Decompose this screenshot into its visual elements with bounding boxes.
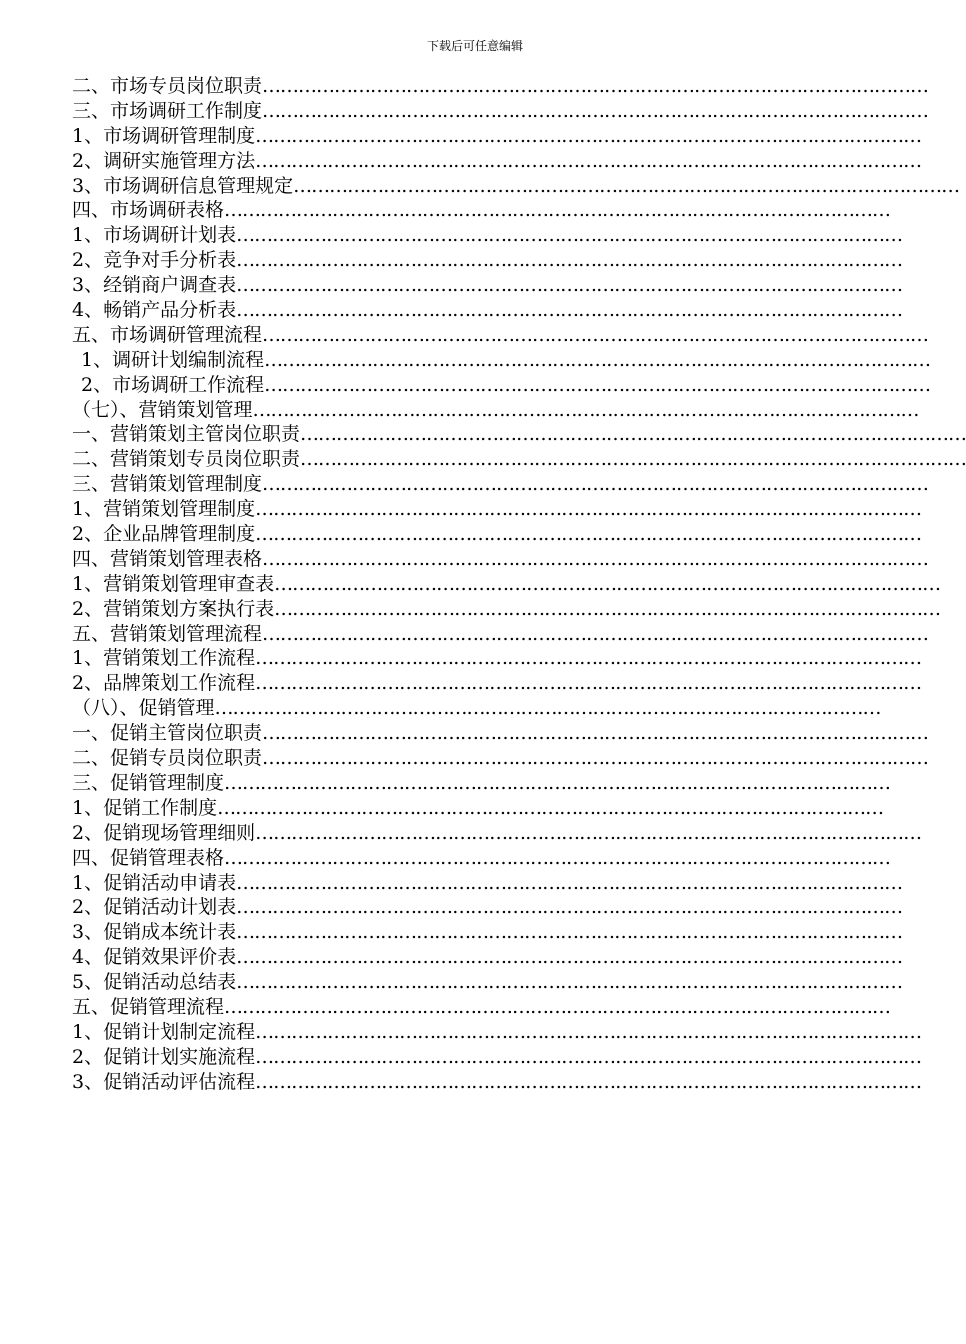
- toc-dot-leader: …………………………………………………………………………………………………: [255, 1070, 922, 1093]
- toc-entry: [72, 472, 929, 497]
- toc-entry: [72, 846, 891, 871]
- toc-dot-leader: …………………………………………………………………………………………………: [255, 1020, 922, 1043]
- toc-entry: [72, 398, 919, 423]
- toc-dot-leader: …………………………………………………………………………………………………: [264, 348, 931, 371]
- toc-dot-leader: …………………………………………………………………………………………………: [255, 523, 922, 546]
- toc-entry-title: 2、品牌策划工作流程: [72, 672, 256, 695]
- toc-dot-leader: …………………………………………………………………………………………………: [255, 498, 922, 521]
- toc-dot-leader: …………………………………………………………………………………………………: [224, 199, 891, 222]
- toc-entry-title: 2、促销活动计划表: [72, 896, 237, 919]
- toc-entry-title: 1、调研计划编制流程: [81, 348, 265, 371]
- toc-entry-title: 五、营销策划管理流程: [72, 622, 263, 645]
- toc-entry-title: 3、市场调研信息管理规定: [72, 174, 294, 197]
- toc-entry: [72, 422, 966, 447]
- toc-entry: [72, 547, 929, 572]
- toc-entry-title: 2、营销策划方案执行表: [72, 597, 275, 620]
- toc-dot-leader: …………………………………………………………………………………………………: [236, 946, 903, 969]
- toc-dot-leader: …………………………………………………………………………………………………: [262, 747, 929, 770]
- toc-entry-title: 四、促销管理表格: [72, 846, 225, 869]
- toc-entry: [72, 821, 922, 846]
- toc-entry-title: 五、促销管理流程: [72, 995, 225, 1018]
- toc-entry: [72, 771, 891, 796]
- toc-dot-leader: …………………………………………………………………………………………………: [236, 871, 903, 894]
- toc-entry: [72, 1045, 922, 1070]
- toc-entry: [72, 646, 922, 671]
- toc-dot-leader: …………………………………………………………………………………………………: [255, 647, 922, 670]
- toc-entry-title: 2、促销计划实施流程: [72, 1045, 256, 1068]
- toc-entry-title: 3、经销商户调查表: [72, 274, 237, 297]
- toc-entry-title: 四、市场调研表格: [72, 199, 225, 222]
- toc-entry: [72, 74, 929, 99]
- toc-entry: [72, 995, 891, 1020]
- toc-dot-leader: …………………………………………………………………………………………………: [255, 1045, 922, 1068]
- page-header: 下载后可任意编辑: [426, 39, 523, 53]
- toc-entry-title: 1、营销策划管理制度: [72, 498, 256, 521]
- toc-entry: [72, 248, 903, 273]
- toc-entry: [72, 522, 922, 547]
- toc-entry-title: 2、市场调研工作流程: [81, 373, 265, 396]
- toc-dot-leader: …………………………………………………………………………………………………: [274, 597, 941, 620]
- toc-entry-title: 二、促销专员岗位职责: [72, 747, 263, 770]
- toc-entry-title: 2、促销现场管理细则: [72, 821, 256, 844]
- toc-dot-leader: …………………………………………………………………………………………………: [262, 99, 929, 122]
- toc-dot-leader: …………………………………………………………………………………………………: [262, 547, 929, 570]
- toc-entry-title: 5、促销活动总结表: [72, 971, 237, 994]
- toc-entry: [72, 223, 903, 248]
- toc-entry-title: 2、竞争对手分析表: [72, 249, 237, 272]
- toc-entry: [72, 597, 941, 622]
- toc-dot-leader: …………………………………………………………………………………………………: [214, 697, 881, 720]
- toc-dot-leader: …………………………………………………………………………………………………: [236, 896, 903, 919]
- toc-dot-leader: …………………………………………………………………………………………………: [224, 995, 891, 1018]
- toc-entry: [72, 149, 922, 174]
- toc-entry: [72, 323, 929, 348]
- toc-entry-title: 3、促销活动评估流程: [72, 1070, 256, 1093]
- toc-entry-title: 二、营销策划专员岗位职责: [72, 448, 301, 471]
- toc-entry: [72, 622, 929, 647]
- toc-entry-title: 一、营销策划主管岗位职责: [72, 423, 301, 446]
- toc-entry: [72, 796, 884, 821]
- toc-entry: [72, 945, 903, 970]
- toc-dot-leader: …………………………………………………………………………………………………: [255, 821, 922, 844]
- toc-entry: [72, 124, 922, 149]
- toc-entry: [72, 373, 931, 398]
- toc-entry: [72, 871, 903, 896]
- toc-entry-title: 1、促销计划制定流程: [72, 1020, 256, 1043]
- toc-entry: [72, 746, 929, 771]
- toc-entry: [72, 696, 881, 721]
- toc-entry: [72, 198, 891, 223]
- toc-entry-title: （七）、营销策划管理: [72, 398, 253, 421]
- toc-dot-leader: …………………………………………………………………………………………………: [236, 249, 903, 272]
- toc-entry: [72, 99, 929, 124]
- toc-dot-leader: …………………………………………………………………………………………………: [236, 224, 903, 247]
- toc-entry-title: 四、营销策划管理表格: [72, 547, 263, 570]
- toc-entry-title: 1、营销策划工作流程: [72, 647, 256, 670]
- toc-dot-leader: …………………………………………………………………………………………………: [236, 971, 903, 994]
- toc-entry-title: 2、企业品牌管理制度: [72, 523, 256, 546]
- toc-entry: [72, 298, 903, 323]
- toc-entry: [72, 497, 922, 522]
- toc-entry: [72, 721, 929, 746]
- toc-entry-title: 3、促销成本统计表: [72, 921, 237, 944]
- toc-entry: [72, 572, 941, 597]
- toc-dot-leader: …………………………………………………………………………………………………: [262, 622, 929, 645]
- toc-dot-leader: …………………………………………………………………………………………………: [255, 672, 922, 695]
- toc-entry: [72, 970, 903, 995]
- toc-dot-leader: …………………………………………………………………………………………………: [255, 149, 922, 172]
- toc-dot-leader: …………………………………………………………………………………………………: [264, 373, 931, 396]
- table-of-contents: [72, 74, 966, 1095]
- toc-dot-leader: …………………………………………………………………………………………………: [262, 722, 929, 745]
- toc-entry-title: 三、营销策划管理制度: [72, 473, 263, 496]
- toc-dot-leader: …………………………………………………………………………………………………: [300, 423, 966, 446]
- toc-dot-leader: …………………………………………………………………………………………………: [224, 846, 891, 869]
- toc-entry: [72, 920, 903, 945]
- toc-entry-title: 五、市场调研管理流程: [72, 323, 263, 346]
- toc-entry-title: 二、市场专员岗位职责: [72, 75, 263, 97]
- toc-dot-leader: …………………………………………………………………………………………………: [262, 75, 929, 97]
- toc-entry-title: 1、促销工作制度: [72, 796, 218, 819]
- toc-entry: [72, 348, 931, 373]
- toc-entry-title: 2、调研实施管理方法: [72, 149, 256, 172]
- toc-dot-leader: …………………………………………………………………………………………………: [224, 771, 891, 794]
- toc-dot-leader: …………………………………………………………………………………………………: [274, 572, 941, 595]
- toc-entry: [72, 447, 966, 472]
- toc-dot-leader: …………………………………………………………………………………………………: [236, 921, 903, 944]
- toc-entry-title: 一、促销主管岗位职责: [72, 722, 263, 745]
- toc-entry-title: 1、市场调研计划表: [72, 224, 237, 247]
- toc-entry: [72, 1020, 922, 1045]
- toc-dot-leader: …………………………………………………………………………………………………: [252, 398, 919, 421]
- toc-entry-title: 4、畅销产品分析表: [72, 299, 237, 322]
- toc-entry-title: 1、市场调研管理制度: [72, 124, 256, 147]
- toc-entry-title: 1、促销活动申请表: [72, 871, 237, 894]
- toc-entry: [72, 671, 922, 696]
- toc-dot-leader: …………………………………………………………………………………………………: [293, 174, 960, 197]
- toc-entry: [72, 1070, 922, 1095]
- toc-dot-leader: …………………………………………………………………………………………………: [217, 796, 884, 819]
- toc-entry-title: （八）、促销管理: [72, 697, 215, 720]
- toc-entry-title: 1、营销策划管理审查表: [72, 572, 275, 595]
- toc-entry: [72, 273, 903, 298]
- toc-dot-leader: …………………………………………………………………………………………………: [255, 124, 922, 147]
- toc-entry: [72, 174, 960, 199]
- toc-entry-title: 三、市场调研工作制度: [72, 99, 263, 122]
- toc-dot-leader: …………………………………………………………………………………………………: [262, 473, 929, 496]
- toc-entry: [72, 895, 903, 920]
- toc-entry-title: 三、促销管理制度: [72, 771, 225, 794]
- toc-entry-title: 4、促销效果评价表: [72, 946, 237, 969]
- toc-dot-leader: …………………………………………………………………………………………………: [300, 448, 966, 471]
- toc-dot-leader: …………………………………………………………………………………………………: [236, 274, 903, 297]
- toc-dot-leader: …………………………………………………………………………………………………: [262, 323, 929, 346]
- toc-dot-leader: …………………………………………………………………………………………………: [236, 299, 903, 322]
